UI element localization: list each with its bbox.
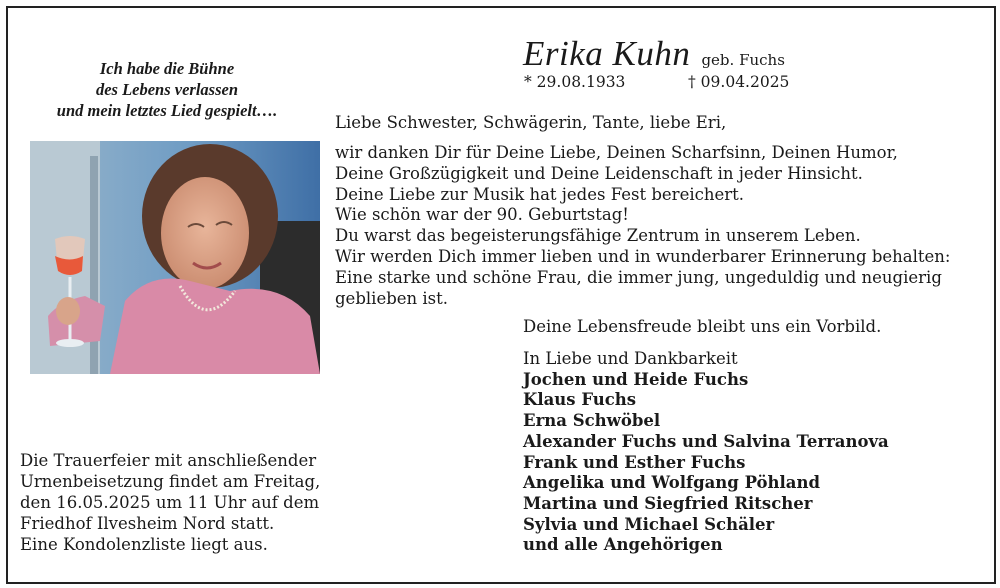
- greeting: Liebe Schwester, Schwägerin, Tante, liebe Eri,: [335, 113, 727, 132]
- closing-line: Deine Lebensfreude bleibt uns ein Vorbild.: [523, 317, 882, 336]
- tribute-line: Wie schön war der 90. Geburtstag!: [335, 205, 629, 225]
- mourner-name: Angelika und Wolfgang Pöhland: [523, 473, 821, 493]
- signature-intro: In Liebe und Dankbarkeit: [523, 349, 738, 368]
- portrait-photo: [30, 141, 320, 374]
- mourner-name: Klaus Fuchs: [523, 390, 637, 410]
- epitaph-quote: [14, 58, 320, 121]
- birth-name: geb. Fuchs: [701, 51, 785, 69]
- birth-date: * 29.08.1933: [524, 73, 626, 91]
- mourner-name: Martina und Siegfried Ritscher: [523, 493, 813, 513]
- ceremony-line: Friedhof Ilvesheim Nord statt.: [20, 514, 275, 533]
- mourner-name: Alexander Fuchs und Salvina Terranova: [523, 431, 889, 451]
- ceremony-line: Die Trauerfeier mit anschließender: [20, 451, 317, 470]
- deceased-name: Erika Kuhn: [523, 34, 691, 73]
- tribute-text: [335, 143, 950, 309]
- quote-line: Ich habe die Bühne: [99, 59, 235, 78]
- deceased-name-line: [523, 34, 785, 74]
- mourner-name: Jochen und Heide Fuchs: [523, 369, 749, 389]
- tribute-line: wir danken Dir für Deine Liebe, Deinen Scharfsinn, Deinen Humor,: [335, 143, 898, 162]
- quote-line: und mein letztes Lied gespielt….: [56, 101, 278, 120]
- tribute-line: Deine Liebe zur Musik hat jedes Fest bereichert.: [335, 184, 745, 204]
- mourner-name: Erna Schwöbel: [523, 411, 661, 431]
- tribute-line: Du warst das begeisterungsfähige Zentrum in unserem Leben.: [335, 226, 861, 246]
- ceremony-line: Eine Kondolenzliste liegt aus.: [20, 535, 268, 554]
- death-date: † 09.04.2025: [688, 73, 790, 91]
- tribute-line: Wir werden Dich immer lieben und in wunderbarer Erinnerung behalten:: [335, 246, 951, 266]
- mourner-name: und alle Angehörigen: [523, 535, 723, 555]
- signature-block: [523, 349, 889, 556]
- mourner-name: Frank und Esther Fuchs: [523, 452, 746, 472]
- ceremony-line: den 16.05.2025 um 11 Uhr auf dem: [20, 493, 320, 512]
- ceremony-line: Urnenbeisetzung findet am Freitag,: [20, 472, 321, 491]
- tribute-line: Deine Großzügigkeit und Deine Leidenschaft in jeder Hinsicht.: [335, 163, 863, 183]
- quote-line: des Lebens verlassen: [95, 80, 239, 99]
- tribute-line: Eine starke und schöne Frau, die immer jung, ungeduldig und neugierig: [335, 267, 942, 287]
- mourner-name: Sylvia und Michael Schäler: [523, 514, 775, 534]
- ceremony-info: [20, 450, 320, 555]
- tribute-line: geblieben ist.: [335, 288, 449, 308]
